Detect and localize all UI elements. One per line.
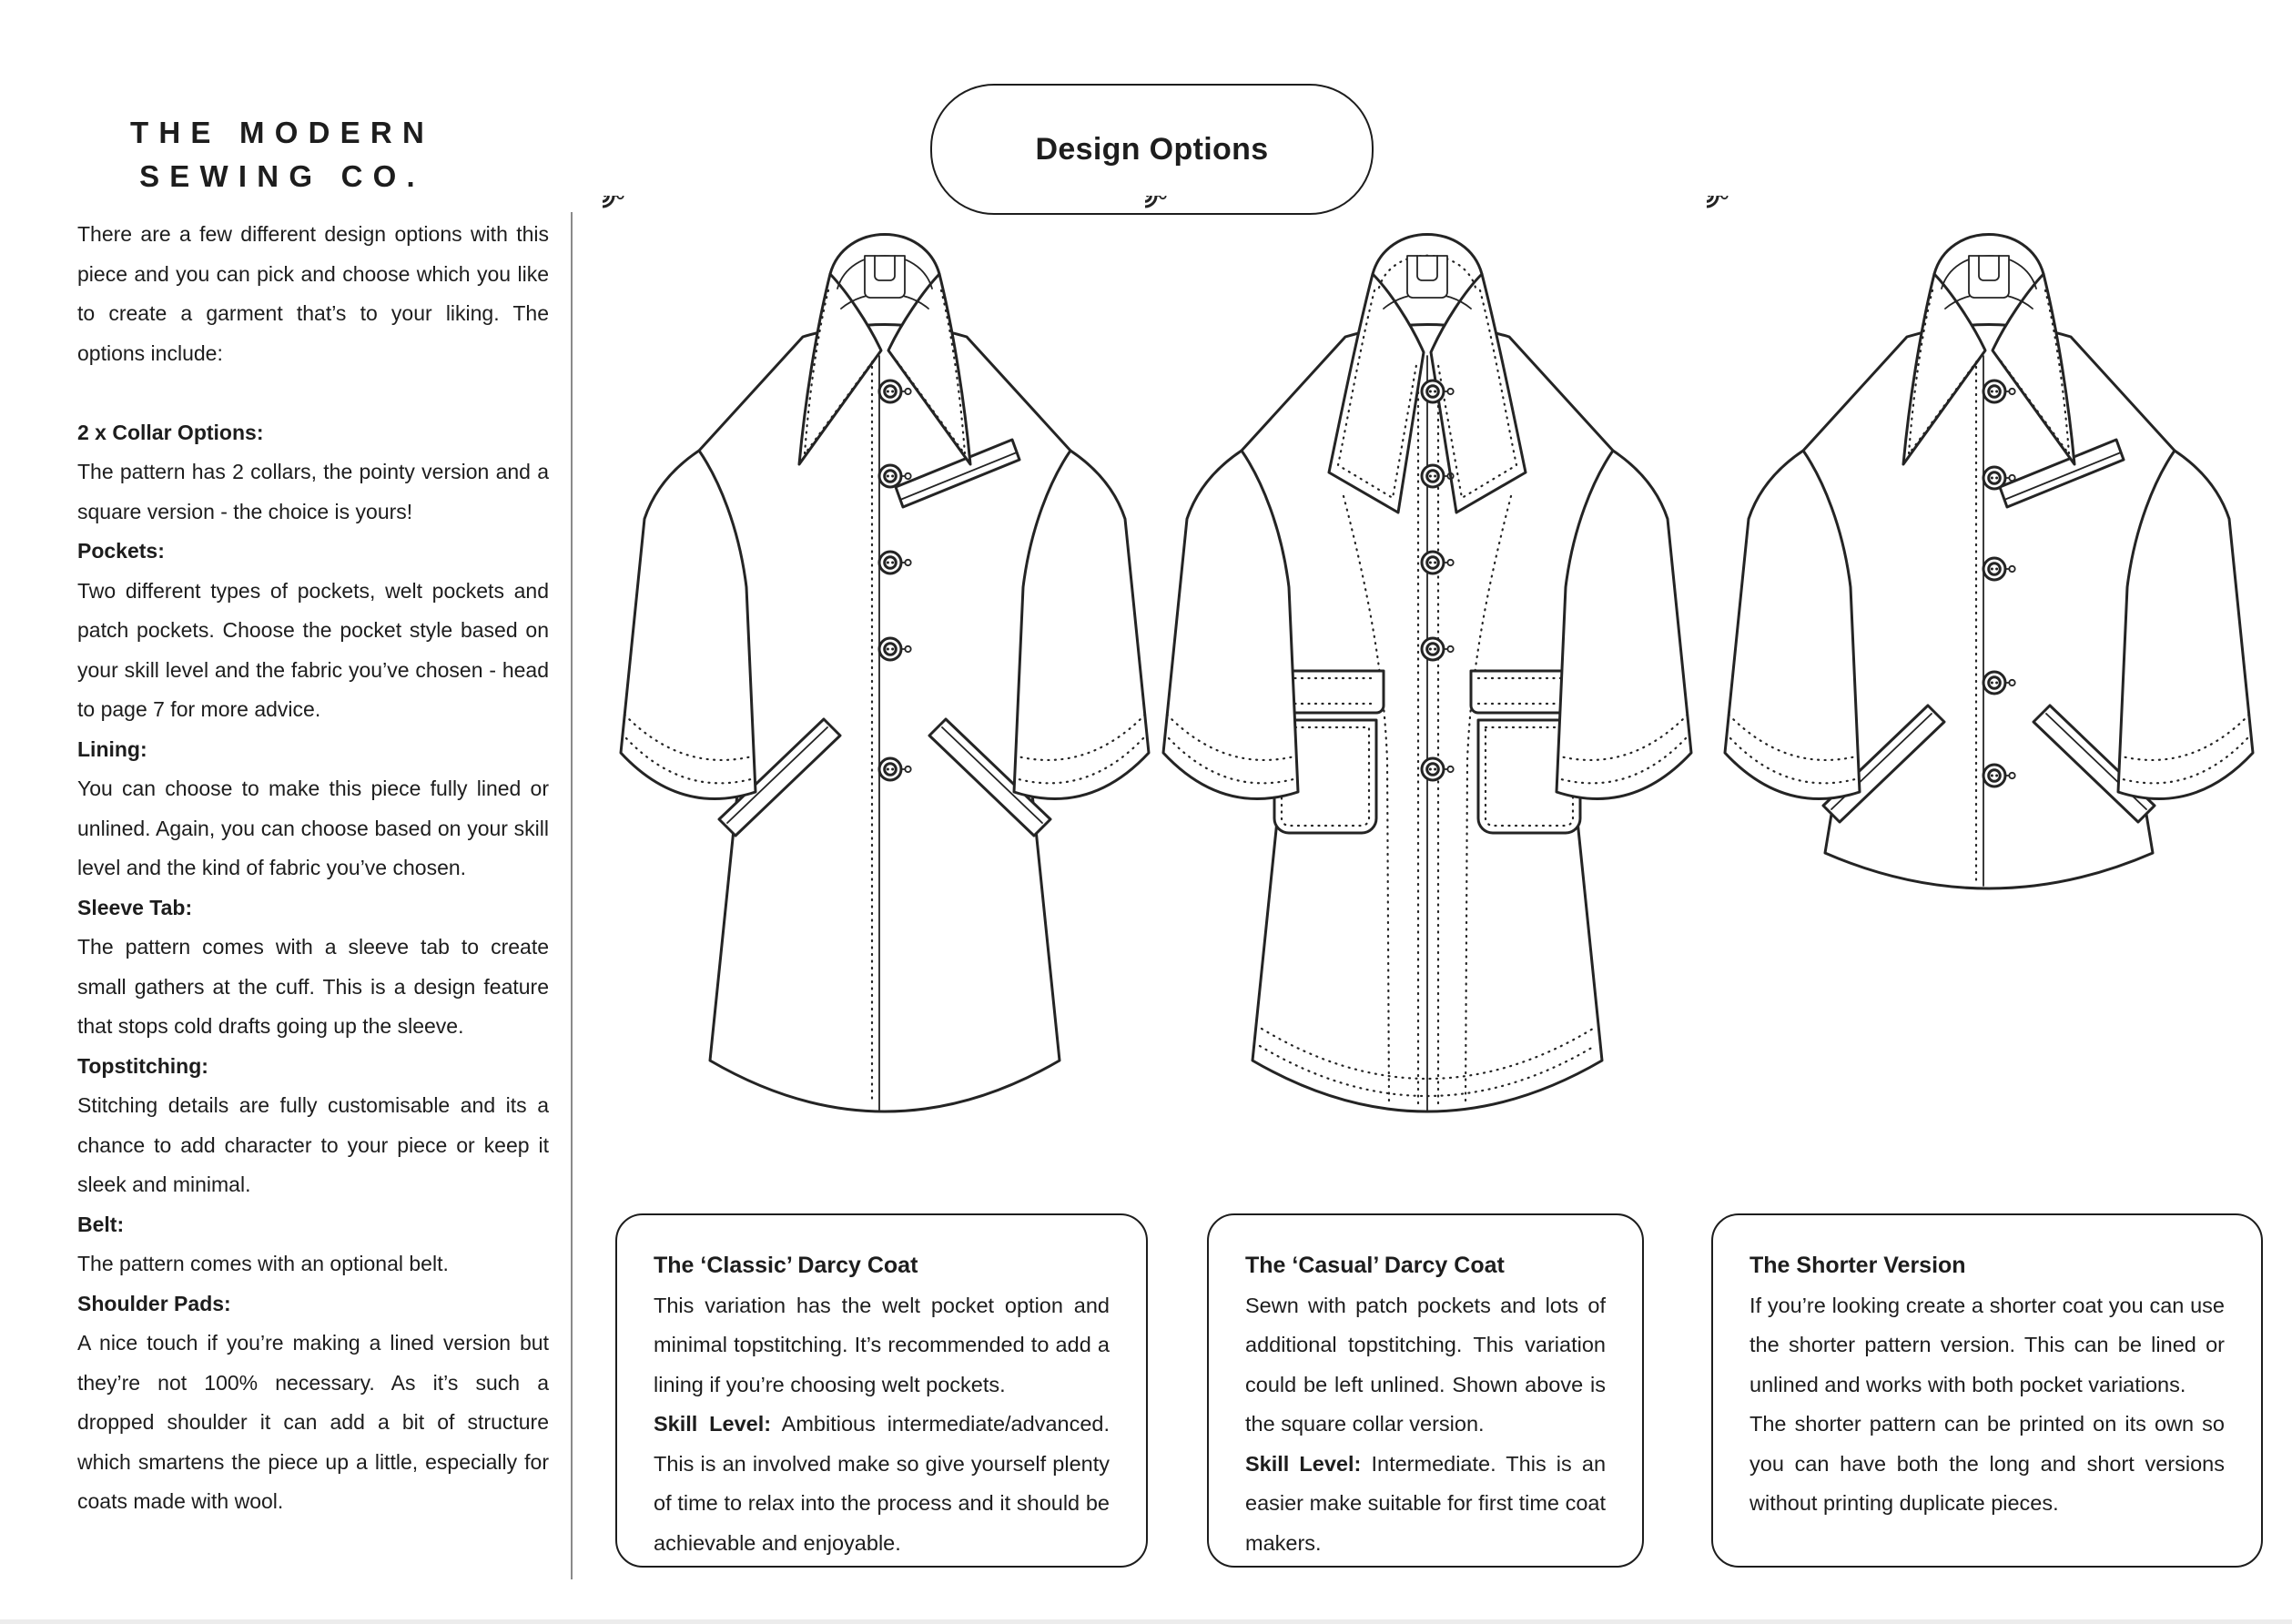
brand-logo-line1: THE MODERN (129, 116, 435, 149)
option-heading-shoulder-pads: Shoulder Pads: (77, 1291, 231, 1315)
card-body-2: The shorter pattern can be printed on its own so you can have both the long and short versions without printing duplicate pieces. (1749, 1412, 2225, 1515)
option-heading-pockets: Pockets: (77, 539, 165, 563)
page-title-label: Design Options (1035, 131, 1269, 167)
column-divider (571, 212, 573, 1579)
option-body-pockets: Two different types of pockets, welt pockets and patch pockets. Choose the pocket style based on your skill level and the fabric you’ve chosen - head to page 7 for more advice. (77, 578, 549, 721)
casual-coat-illustration (1145, 196, 1709, 1161)
card-title: The ‘Classic’ Darcy Coat (654, 1253, 918, 1278)
option-body-topstitching: Stitching details are fully customisable and its a chance to add character to your piece or keep it sleek and minimal. (77, 1093, 549, 1196)
design-options-text (77, 215, 549, 1522)
option-body-shoulder-pads: A nice touch if you’re making a lined version but they’re not 100% necessary. As it’s such a dropped shoulder it can add a bit of structure which smartens the piece up a little, especially for coats made with wool. (77, 1331, 549, 1513)
skill-level-text: Ambitious intermediate/advanced. This is an involved make so give yourself plenty of time to relax into the process and it should be achievable and enjoyable. (654, 1412, 1110, 1555)
skill-level-text: Intermediate. This is an easier make suitable for first time coat makers. (1245, 1451, 1607, 1555)
card-title: The ‘Casual’ Darcy Coat (1245, 1253, 1505, 1278)
skill-level-label: Skill Level: (1245, 1451, 1362, 1476)
card-skill (1245, 1445, 1606, 1564)
option-body-belt: The pattern comes with an optional belt. (77, 1252, 449, 1275)
option-body-lining: You can choose to make this piece fully lined or unlined. Again, you can choose based on your skill level and the kind of fabric you’ve chosen. (77, 776, 549, 879)
intro-paragraph: There are a few different design options with this piece and you can pick and choose which you like to create a garment that’s to your liking. The options include: (77, 222, 549, 365)
card-classic-darcy-coat (615, 1213, 1148, 1568)
shorter-coat-illustration (1707, 196, 2271, 942)
option-body-sleeve-tab: The pattern comes with a sleeve tab to create small gathers at the cuff. This is a design feature that stops cold drafts going up the sleeve. (77, 935, 549, 1038)
brand-logo-line2: SEWING CO. (139, 159, 425, 193)
brand-logo (77, 111, 487, 198)
card-body: This variation has the welt pocket option and minimal topstitching. It’s recommended to add a lining if you’re choosing welt pockets. (654, 1293, 1110, 1396)
card-title: The Shorter Version (1749, 1253, 1966, 1278)
page-bottom-edge (0, 1619, 2292, 1624)
card-skill (654, 1405, 1110, 1563)
option-body-collars: The pattern has 2 collars, the pointy version and a square version - the choice is yours! (77, 460, 549, 523)
card-body: If you’re looking create a shorter coat you can use the shorter pattern version. This can be lined or unlined and works with both pocket variations. (1749, 1293, 2225, 1396)
option-heading-collars: 2 x Collar Options: (77, 420, 264, 444)
option-heading-topstitching: Topstitching: (77, 1053, 208, 1078)
card-shorter-version (1711, 1213, 2263, 1568)
skill-level-label: Skill Level: (654, 1412, 772, 1436)
option-heading-sleeve-tab: Sleeve Tab: (77, 895, 193, 919)
option-heading-belt: Belt: (77, 1212, 125, 1236)
card-body: Sewn with patch pockets and lots of additional topstitching. This variation could be left unlined. Shown above is the square collar version. (1245, 1293, 1606, 1436)
option-heading-lining: Lining: (77, 736, 147, 761)
card-casual-darcy-coat (1207, 1213, 1644, 1568)
classic-coat-top-button (603, 196, 1167, 432)
